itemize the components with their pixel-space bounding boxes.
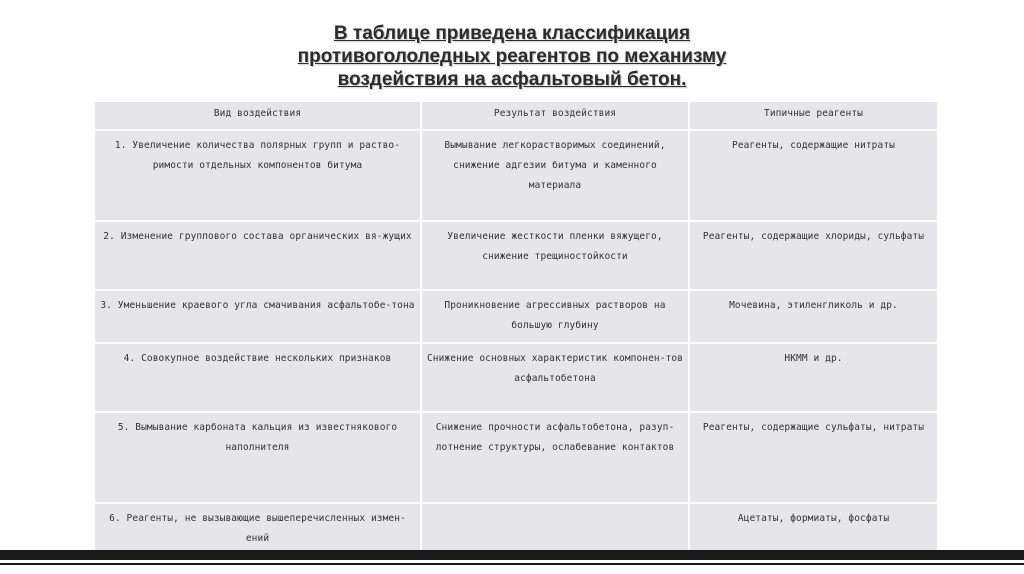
table-row xyxy=(94,343,938,412)
table-cell: 6. Реагенты, не вызывающие вышеперечисленных измен-ений xyxy=(94,503,421,554)
table-cell: Реагенты, содержащие сульфаты, нитраты xyxy=(689,412,938,503)
header-cell-impact-type: Вид воздействия xyxy=(94,101,421,130)
header-cell-typical-reagents: Типичные реагенты xyxy=(689,101,938,130)
header-cell-impact-result: Результат воздействия xyxy=(421,101,689,130)
table-row xyxy=(94,503,938,554)
table-row xyxy=(94,412,938,503)
table-cell: Реагенты, содержащие нитраты xyxy=(689,130,938,221)
bottom-divider-line xyxy=(0,563,1024,565)
table-cell: Проникновение агрессивных растворов на большую глубину xyxy=(421,290,689,343)
table-row xyxy=(94,130,938,221)
table-header-row xyxy=(94,101,938,130)
table-cell: НКММ и др. xyxy=(689,343,938,412)
table-row xyxy=(94,290,938,343)
table-cell: Мочевина, этиленгликоль и др. xyxy=(689,290,938,343)
table-cell xyxy=(421,503,689,554)
title-line-1: В таблице приведена классификация xyxy=(333,23,691,44)
table-cell: Вымывание легкорастворимых соединений, снижение адгезии битума и каменного материала xyxy=(421,130,689,221)
table-row xyxy=(94,221,938,290)
table-cell: Снижение основных характеристик компонен-тов асфальтобетона xyxy=(421,343,689,412)
table-cell: Реагенты, содержащие хлориды, сульфаты xyxy=(689,221,938,290)
table-cell: 4. Совокупное воздействие нескольких признаков xyxy=(94,343,421,412)
bottom-divider-bar xyxy=(0,550,1024,560)
classification-table xyxy=(93,100,939,555)
title-line-2: противогололедных реагентов по механизму xyxy=(297,46,727,67)
table-cell: Увеличение жесткости пленки вяжущего, снижение трещиностойкости xyxy=(421,221,689,290)
table-cell: 2. Изменение группового состава органических вя-жущих xyxy=(94,221,421,290)
table-cell: 3. Уменьшение краевого угла смачивания асфальтобе-тона xyxy=(94,290,421,343)
table-cell: Ацетаты, формиаты, фосфаты xyxy=(689,503,938,554)
table-cell: 5. Вымывание карбоната кальция из известнякового наполнителя xyxy=(94,412,421,503)
table-cell: 1. Увеличение количества полярных групп и раство-римости отдельных компонентов битума xyxy=(94,130,421,221)
table-cell: Снижение прочности асфальтобетона, разуп-лотнение структуры, ослабевание контактов xyxy=(421,412,689,503)
slide-title xyxy=(0,22,1024,91)
title-line-3: воздействия на асфальтовый бетон. xyxy=(337,69,687,90)
